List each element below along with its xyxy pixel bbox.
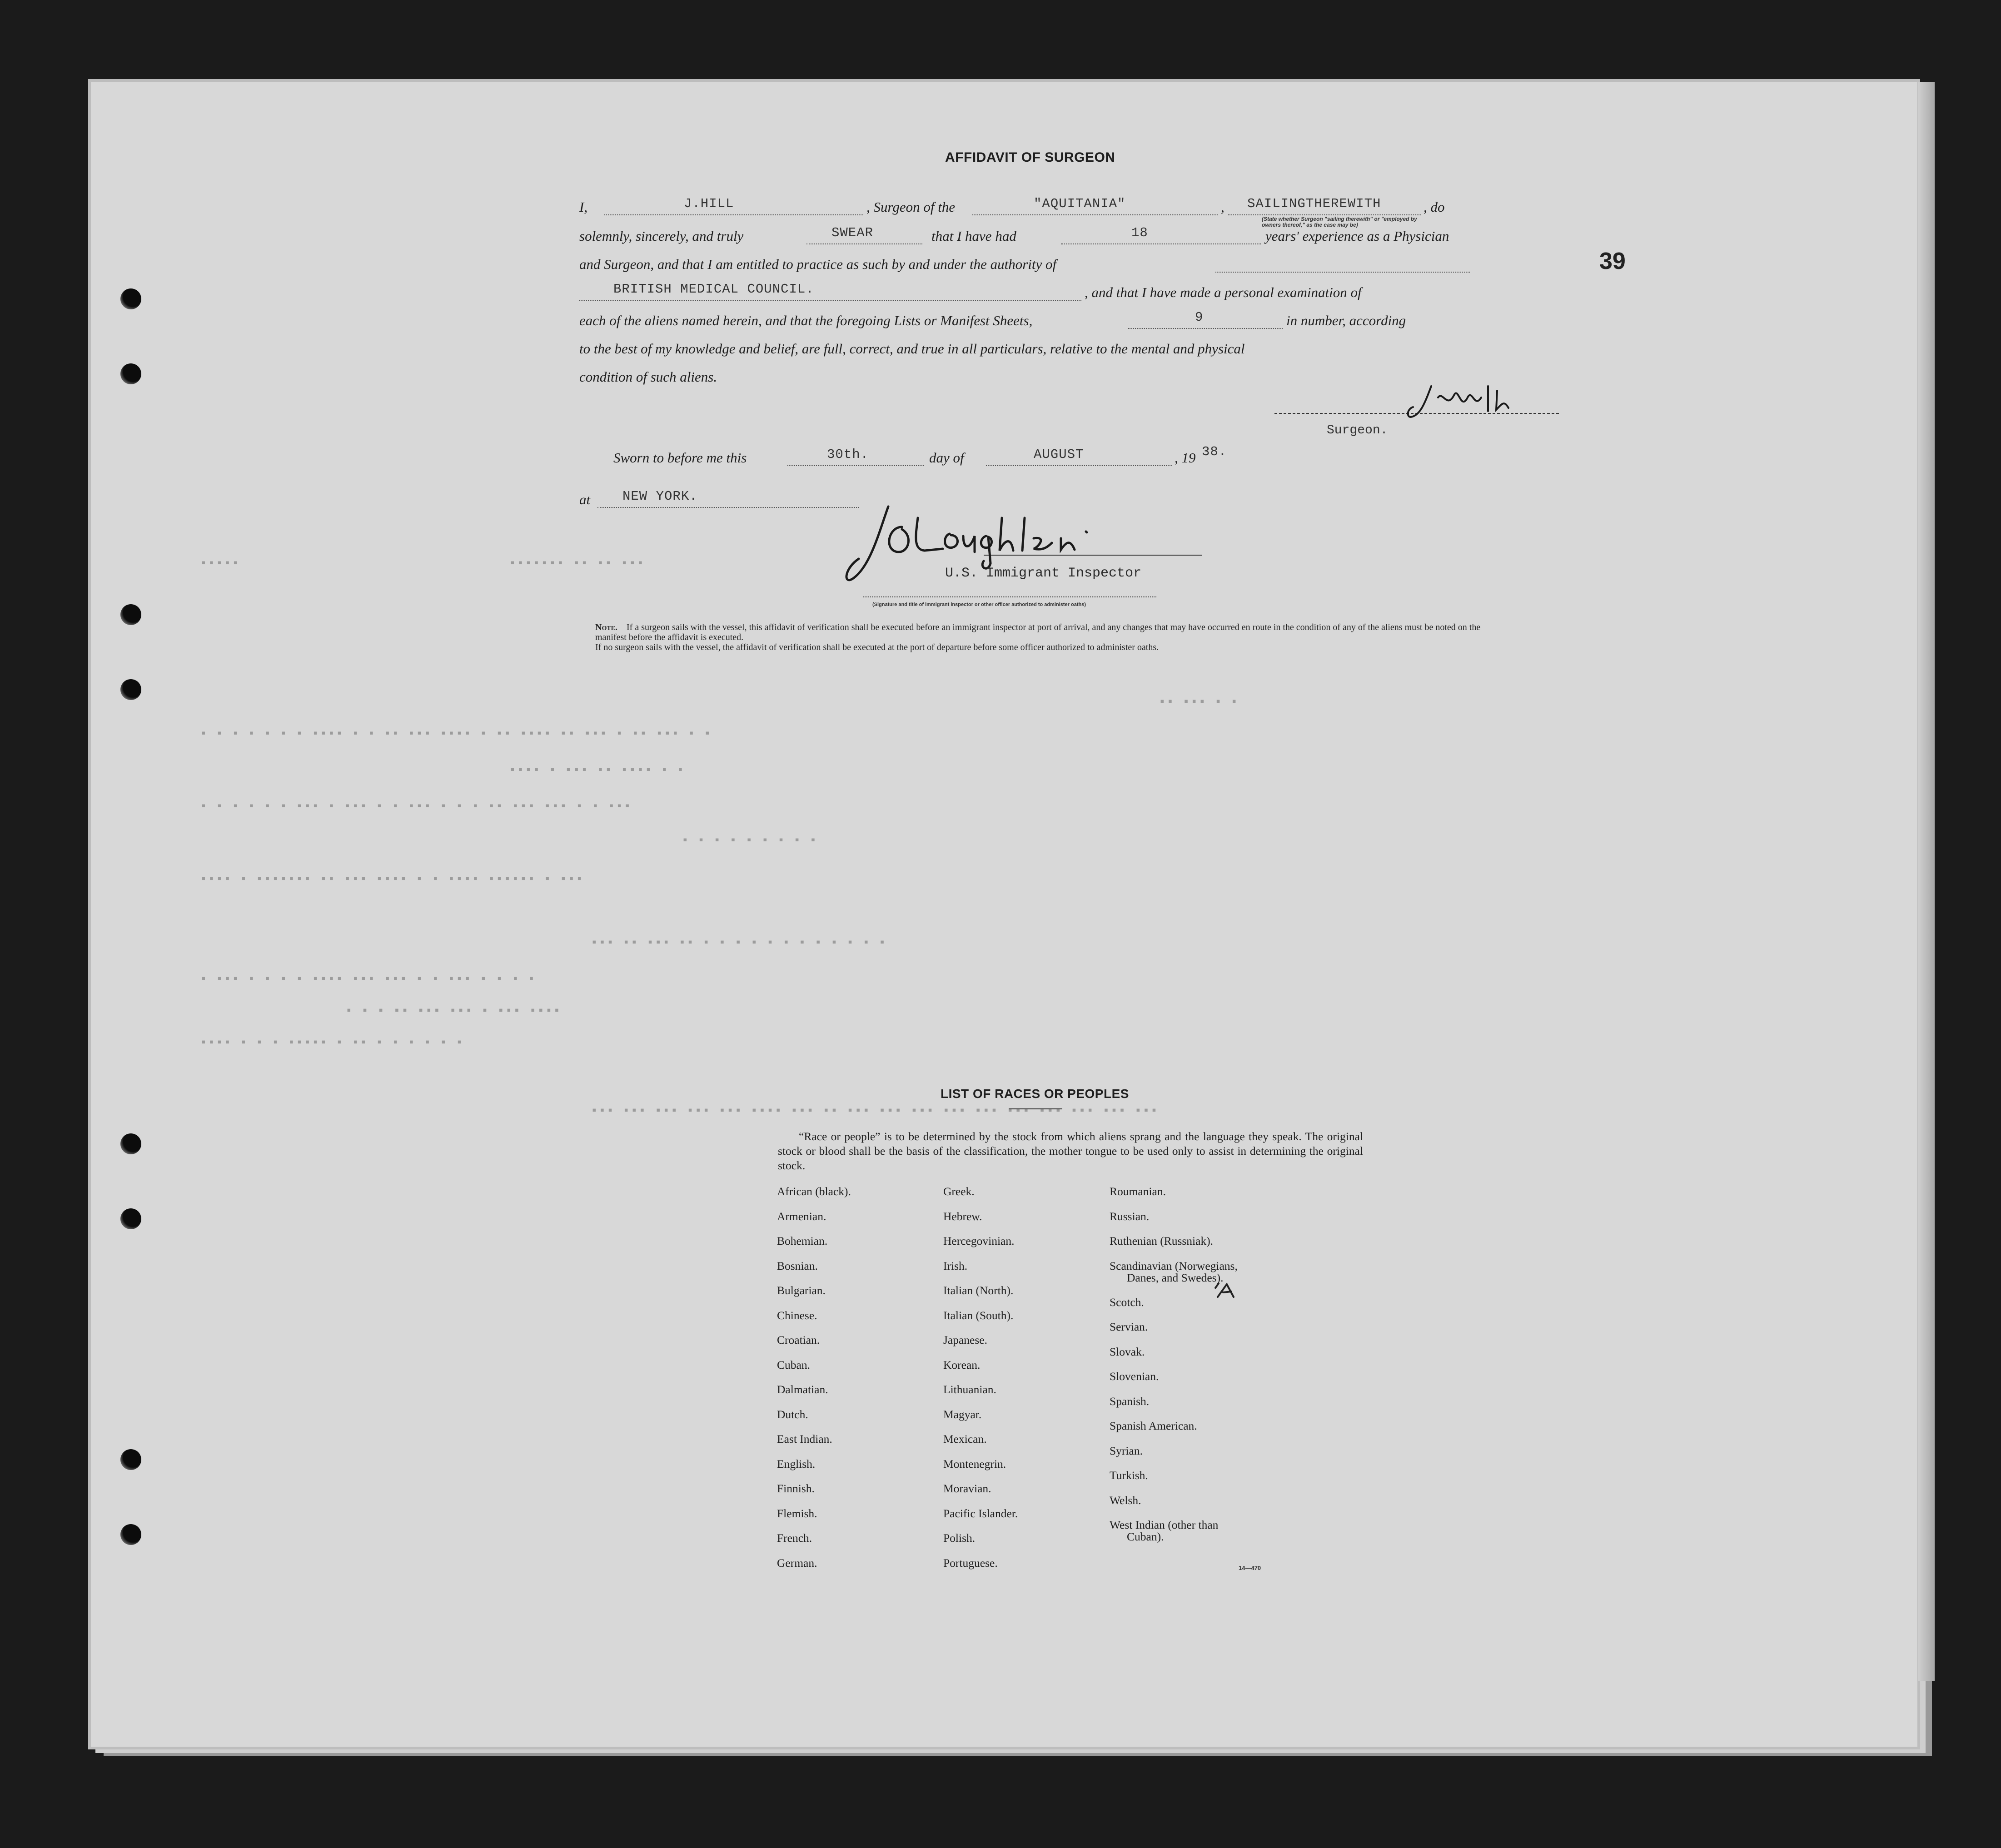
punch-hole <box>120 604 141 625</box>
affidavit-line-6: to the best of my knowledge and belief, are full, correct, and true in all particulars, relative to the mental and physical <box>579 341 1245 357</box>
race-item: Montenegrin. <box>943 1457 1006 1470</box>
race-item: Flemish. <box>777 1506 817 1520</box>
surgeon-name: J.HILL <box>684 196 734 211</box>
sworn-line: Sworn to before me this 30th. day of AUGUST , 19 38. <box>613 444 1227 466</box>
form-number: 14—470 <box>1239 1565 1261 1571</box>
inspector-title: U.S. Immigrant Inspector <box>945 566 1142 581</box>
race-item: German. <box>777 1556 817 1570</box>
race-item: Slovenian. <box>1110 1370 1159 1383</box>
affidavit-line-4: BRITISH MEDICAL COUNCIL. , and that I have made a personal examination of <box>579 284 1472 312</box>
affidavit-title: AFFIDAVIT OF SURGEON <box>945 150 1115 165</box>
race-item: Mexican. <box>943 1432 987 1446</box>
page-number: 39 <box>1599 248 1626 274</box>
punch-hole <box>120 363 141 384</box>
affidavit-line-1: I, J.HILL , Surgeon of the "AQUITANIA" , SAILINGTHEREWITH , do (State whether Surgeon "sailing therewith" or "employed by owners thereof," as the case may be) <box>579 196 1445 228</box>
race-item: Bohemian. <box>777 1234 828 1247</box>
race-item: East Indian. <box>777 1432 832 1446</box>
race-item: Cuban. <box>777 1358 810 1371</box>
race-item: Italian (North). <box>943 1284 1014 1297</box>
stacked-page-edge <box>1918 82 1935 1681</box>
race-item: Russian. <box>1110 1209 1150 1223</box>
race-item: Hercegovinian. <box>943 1234 1015 1247</box>
race-item: Dalmatian. <box>777 1383 828 1396</box>
race-item: Scotch. <box>1110 1295 1144 1309</box>
race-item: Hebrew. <box>943 1209 982 1223</box>
race-item: Ruthenian (Russniak). <box>1110 1234 1214 1247</box>
race-item: Bulgarian. <box>777 1284 826 1297</box>
punch-hole <box>120 1133 141 1154</box>
race-item: French. <box>777 1531 812 1545</box>
punch-hole <box>120 1208 141 1229</box>
affidavit-line-7: condition of such aliens. <box>579 369 717 385</box>
race-item: Pacific Islander. <box>943 1506 1018 1520</box>
race-item: Japanese. <box>943 1333 987 1346</box>
race-item: Finnish. <box>777 1482 815 1495</box>
surgeon-status-hint: (State whether Surgeon "sailing therewith" or "employed by owners thereof," as the case may be) <box>1262 216 1417 228</box>
affidavit-line-5: each of the aliens named herein, and that the foregoing Lists or Manifest Sheets, 9 in number, according <box>579 310 1406 328</box>
race-item-continued: Danes, and Swedes). <box>1127 1271 1224 1284</box>
affidavit-line-3: and Surgeon, and that I am entitled to practice as such by and under the authority of <box>579 256 1472 283</box>
race-item: Roumanian. <box>1110 1185 1166 1198</box>
punch-hole <box>120 1524 141 1545</box>
race-item: Moravian. <box>943 1482 991 1495</box>
races-column-3 <box>1110 1179 1238 1543</box>
race-item: Irish. <box>943 1259 968 1272</box>
race-item: Dutch. <box>777 1407 808 1421</box>
races-intro: “Race or people” is to be determined by the stock from which aliens sprang and the language they speak. The original stock or blood shall be the basis of the classification, the mother tongue to be used only to assist in determining the original stock. <box>778 1130 1363 1172</box>
inspector-caption: (Signature and title of immigrant inspector or other officer authorized to administer oaths) <box>872 602 1086 607</box>
race-item: Chinese. <box>777 1308 817 1322</box>
years-experience: 18 <box>1131 225 1148 240</box>
race-item: Scandinavian (Norwegians, <box>1110 1259 1238 1272</box>
punch-hole <box>120 288 141 309</box>
sworn-place: NEW YORK. <box>622 489 698 504</box>
race-item: Magyar. <box>943 1407 982 1421</box>
races-title: LIST OF RACES OR PEOPLES <box>941 1087 1129 1101</box>
race-item: Spanish. <box>1110 1394 1150 1408</box>
race-item: Portuguese. <box>943 1556 998 1570</box>
race-item: African (black). <box>777 1185 851 1198</box>
race-item: English. <box>777 1457 816 1470</box>
race-item: West Indian (other than <box>1110 1518 1219 1531</box>
surgeon-status: SAILINGTHEREWITH <box>1247 196 1381 211</box>
vessel-name: "AQUITANIA" <box>1034 196 1126 211</box>
race-item: Welsh. <box>1110 1493 1141 1507</box>
surgeon-caption: Surgeon. <box>1327 423 1388 437</box>
race-item-continued: Cuban). <box>1127 1530 1164 1543</box>
surgeon-signature <box>1274 377 1570 427</box>
race-item: Greek. <box>943 1185 975 1198</box>
manifest-page: 39 AFFIDAVIT OF SURGEON I, J.HILL , Surgeon of the "AQUITANIA" , SAILINGTHEREWITH , do (State whether Surgeon "sailing therewith" or "employed by owners thereof," as the case may be) solemnly, sincerely, and truly SWEAR that I have had 18 years' experience as a Physician and Surgeon, and that I am entitled to practice as such by and under the authority of BRITISH MEDICAL COUNCIL. , and that I have made a personal examination of each of the aliens named herein, and that the foregoing Lists or Manifest Sheets, 9 in number, according to the best of my knowledge and belief, are full, correct, and true in all particulars, relative to the mental and physical condition of such aliens. Surgeon. Sworn to before me this 30th. day of AUGUST , 19 38. at NEW YORK. U.S. Immigrant Inspector (Signature and title of immigrant inspector or other officer authorized to administer oaths) Note.—If a surgeon sails with the vessel, this affidavit of verification shall be executed before an immigrant inspector at port of arrival, and any changes that may have occurred en route in the condition of any of the aliens must be noted on the manifest before the affidavit is executed. If no surgeon sails with the vessel, the affidavit of verification shall be executed at the port of departure before some officer authorized to administer oaths. ▪▪▪▪▪ ▪▪▪▪▪▪▪ ▪▪ ▪▪ ▪▪▪ ▪▪ ▪▪▪ ▪ ▪ ▪ ▪ ▪ ▪ ▪ ▪ ▪ ▪▪▪▪ ▪ ▪ ▪▪ ▪▪▪ ▪▪▪▪ ▪ ▪▪ ▪▪▪▪ ▪▪ ▪▪▪ ▪ ▪▪ ▪▪▪ ▪ ▪ ▪▪▪▪ ▪ ▪▪▪ ▪▪ ▪▪▪▪ ▪ ▪ ▪ ▪ ▪ ▪ ▪ ▪ ▪▪▪ ▪ ▪▪▪ ▪ ▪ ▪▪▪ ▪ ▪ ▪ ▪▪ ▪▪▪ ▪▪▪ ▪ ▪ ▪▪▪ ▪ ▪ ▪ ▪ ▪ ▪ ▪ ▪ ▪ ▪▪▪▪ ▪ ▪▪▪▪▪▪▪ ▪▪ ▪▪▪ ▪▪▪▪ ▪ ▪ ▪▪▪▪ ▪▪▪▪▪▪ ▪ ▪▪▪ ▪▪▪ ▪▪ ▪▪▪ ▪▪ ▪ ▪ ▪ ▪ ▪ ▪ ▪ ▪ ▪ ▪ ▪ ▪ ▪ ▪▪▪ ▪ ▪ ▪ ▪ ▪▪▪▪ ▪▪▪ ▪▪▪ ▪ ▪ ▪▪▪ ▪ ▪ ▪ ▪ ▪ ▪ ▪ ▪▪ ▪▪▪ ▪▪▪ ▪ ▪▪▪ ▪▪▪▪ ▪▪▪▪ ▪ ▪ ▪ ▪▪▪▪▪ ▪ ▪▪ ▪ ▪ ▪ ▪ ▪ ▪ ▪▪▪ ▪▪▪ ▪▪▪ ▪▪▪ ▪▪▪ ▪▪▪▪ ▪▪▪ ▪▪ ▪▪▪ ▪▪▪ ▪▪▪ ▪▪▪ ▪▪▪ ▪▪▪ ▪▪▪ ▪▪▪ ▪▪▪ ▪▪▪ LIST OF RACES OR PEOPLES “Race or people” is to be determined by the stock from which aliens sprang and the language they speak. The original stock or blood shall be the basis of the classification, the mother tongue to be used only to assist in determining the original stock. African (black). Armenian. Bohemian. Bosnian. Bulgarian. Chinese. Croatian. Cuban. Dalmatian. Dutch. East Indian. English. Finnish. Flemish. French. German. Greek. Hebrew. Hercegovinian. Irish. Italian (North). Italian (South). Japanese. Korean. Lithuanian. Magyar. Mexican. Montenegrin. Moravian. Pacific Islander. Polish. Portuguese. Roumanian. Russian. Ruthenian (Russniak). Scandinavian (Norwegians, Danes, and Swedes). Scotch. Servian. Slovak. Slovenian. Spanish. Spanish American. Syrian. Turkish. Welsh. West Indian (other than Cuban). 14—470 <box>91 82 1917 1747</box>
place-line: at NEW YORK. <box>579 492 1472 519</box>
race-item: Spanish American. <box>1110 1419 1197 1432</box>
pencil-mark <box>1213 1279 1245 1302</box>
race-item: Turkish. <box>1110 1469 1148 1482</box>
sworn-day: 30th. <box>827 447 869 462</box>
affidavit-note: Note.—If a surgeon sails with the vessel, this affidavit of verification shall be executed before an immigrant inspector at port of arrival, and any changes that may have occurred en route in the condition of any of the aliens must be noted on the manifest before the affidavit is executed. If no surgeon sails with the vessel, the affidavit of verification shall be executed at the port of departure before some officer authorized to administer oaths. <box>595 622 1481 652</box>
race-item: Slovak. <box>1110 1345 1145 1358</box>
races-column-2 <box>943 1179 1018 1575</box>
race-item: Croatian. <box>777 1333 820 1346</box>
race-item: Servian. <box>1110 1320 1148 1333</box>
race-item: Polish. <box>943 1531 976 1545</box>
race-item: Bosnian. <box>777 1259 818 1272</box>
race-item: Italian (South). <box>943 1308 1014 1322</box>
sworn-year: 38. <box>1202 444 1227 459</box>
licensing-authority: BRITISH MEDICAL COUNCIL. <box>613 282 814 297</box>
race-item: Korean. <box>943 1358 981 1371</box>
race-item: Armenian. <box>777 1209 826 1223</box>
sworn-month: AUGUST <box>1034 447 1084 462</box>
race-item: Syrian. <box>1110 1444 1143 1457</box>
races-column-1 <box>777 1179 851 1575</box>
punch-hole <box>120 1449 141 1470</box>
oath-word: SWEAR <box>831 225 874 240</box>
manifest-sheet-count: 9 <box>1195 310 1204 325</box>
affidavit-line-2: solemnly, sincerely, and truly SWEAR that I have had 18 years' experience as a Physician <box>579 225 1449 244</box>
punch-hole <box>120 679 141 700</box>
race-item: Lithuanian. <box>943 1383 996 1396</box>
